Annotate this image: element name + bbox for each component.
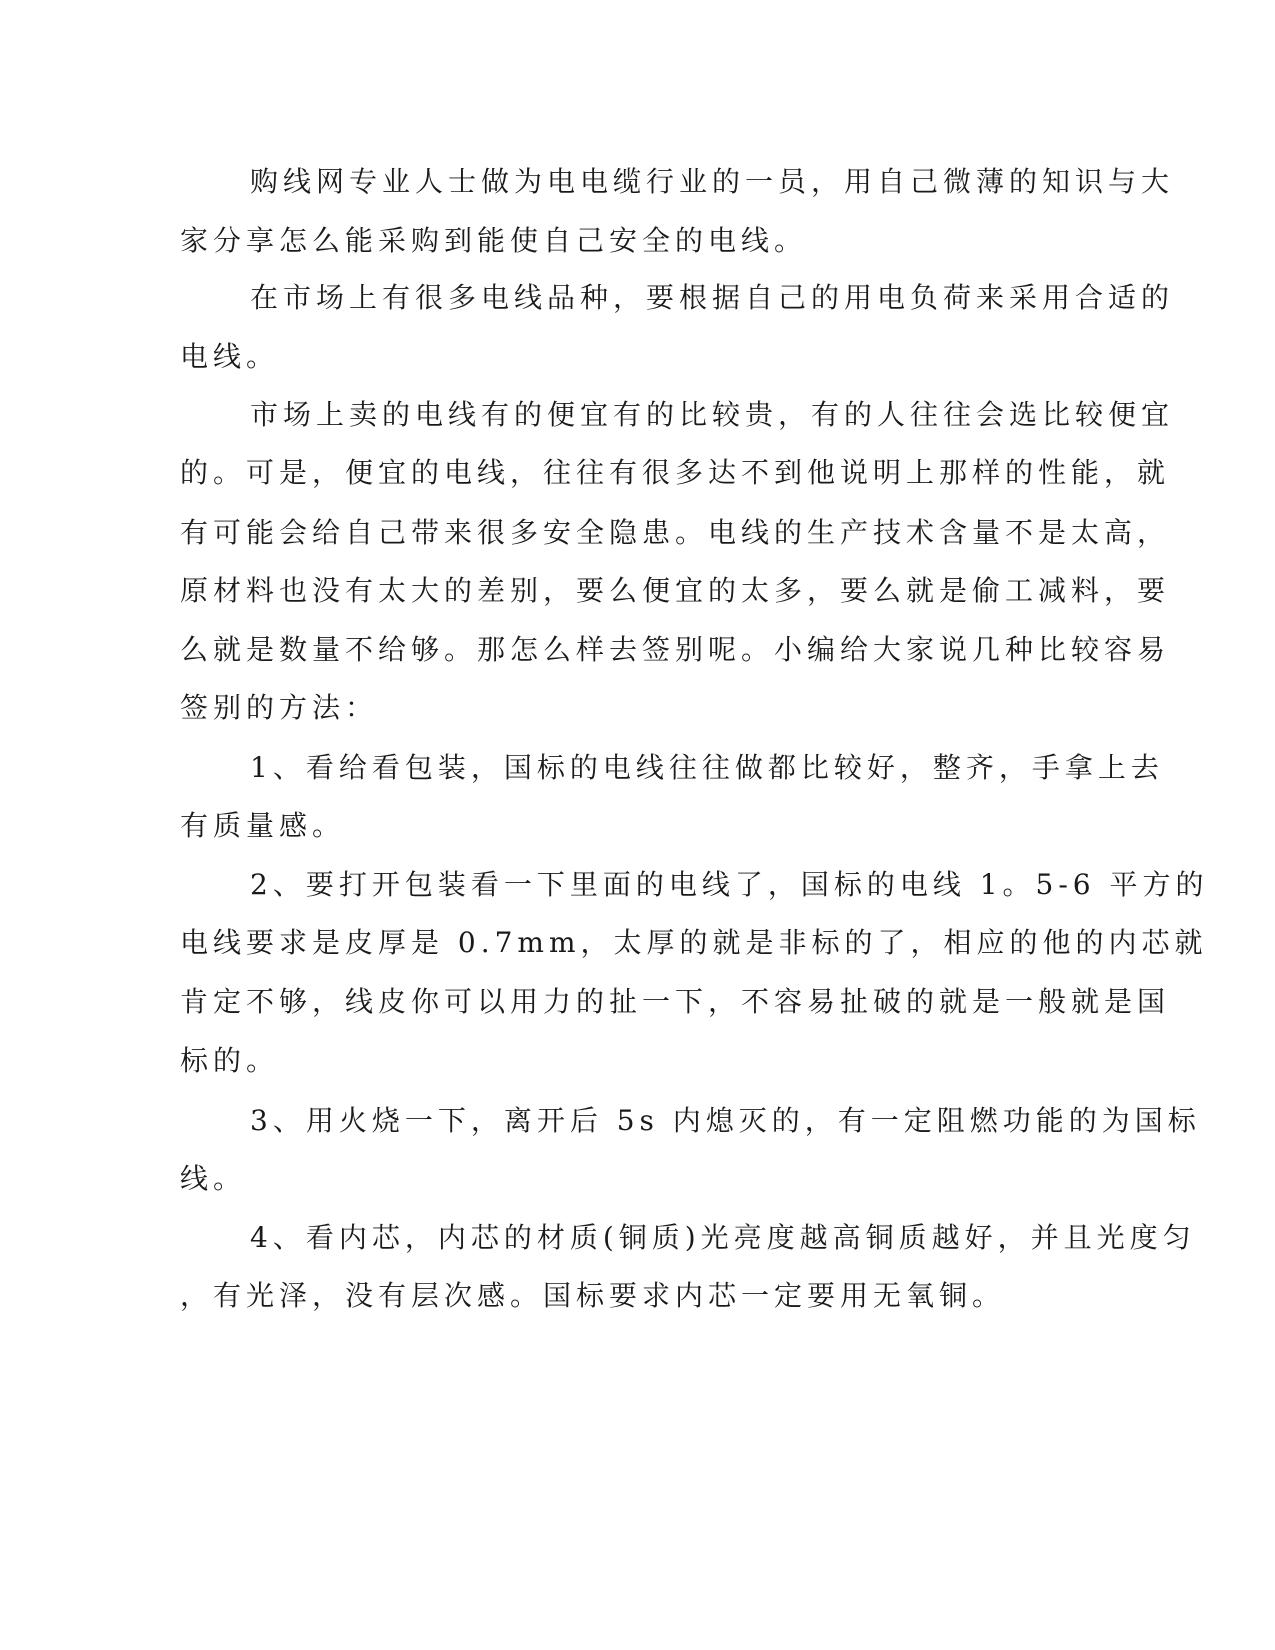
paragraph-3-line-5: 么就是数量不给够。那怎么样去签别呢。小编给大家说几种比较容易 — [180, 633, 1171, 666]
paragraph-3-line-6: 签别的方法： — [180, 691, 379, 724]
list-item-3-line-1: 3、用火烧一下，离开后 5s 内熄灭的，有一定阻燃功能的为国标 — [250, 1104, 1201, 1137]
paragraph-3-line-1: 市场上卖的电线有的便宜有的比较贵，有的人往往会选比较便宜 — [250, 398, 1175, 431]
paragraph-1-line-1: 购线网专业人士做为电电缆行业的一员，用自己微薄的知识与大 — [250, 165, 1175, 198]
list-item-2-line-1: 2、要打开包装看一下里面的电线了，国标的电线 1。5-6 平方的 — [250, 868, 1209, 901]
paragraph-2-line-2: 电线。 — [180, 340, 280, 373]
list-item-3-line-2: 线。 — [180, 1162, 247, 1195]
list-item-2-line-3: 肯定不够，线皮你可以用力的扯一下，不容易扯破的就是一般就是国 — [180, 985, 1171, 1018]
list-item-2-line-4: 标的。 — [180, 1044, 280, 1077]
list-item-1-line-2: 有质量感。 — [180, 809, 346, 842]
paragraph-3-line-2: 的。可是，便宜的电线，往往有很多达不到他说明上那样的性能，就 — [180, 456, 1171, 489]
paragraph-1-line-2: 家分享怎么能采购到能使自己安全的电线。 — [180, 224, 808, 257]
list-item-2-line-2: 电线要求是皮厚是 0.7mm，太厚的就是非标的了，相应的他的内芯就 — [180, 926, 1208, 959]
list-item-4-line-2: ，有光泽，没有层次感。国标要求内芯一定要用无氧铜。 — [180, 1279, 1006, 1312]
paragraph-3-line-4: 原材料也没有太大的差别，要么便宜的太多，要么就是偷工减料，要 — [180, 574, 1171, 607]
list-item-1-line-1: 1、看给看包装，国标的电线往往做都比较好，整齐，手拿上去 — [250, 751, 1164, 784]
paragraph-2-line-1: 在市场上有很多电线品种，要根据自己的用电负荷来采用合适的 — [250, 281, 1175, 314]
list-item-4-line-1: 4、看内芯，内芯的材质(铜质)光亮度越高铜质越好，并且光度匀 — [250, 1221, 1196, 1254]
paragraph-3-line-3: 有可能会给自己带来很多安全隐患。电线的生产技术含量不是太高， — [180, 516, 1171, 549]
